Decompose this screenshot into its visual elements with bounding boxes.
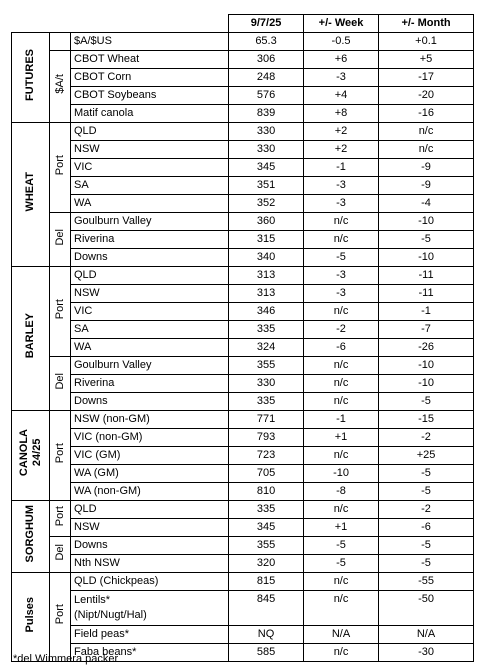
item-name: VIC [71,303,229,321]
cell-price: 793 [229,429,304,447]
item-name: QLD [71,501,229,519]
cell-month: +25 [379,447,474,465]
table-row [12,51,474,69]
item-name: Matif canola [71,105,229,123]
cell-month: -55 [379,573,474,591]
group-label-text: Port [53,154,66,176]
table-row [12,141,474,159]
cell-month: -30 [379,644,474,662]
table-row [12,339,474,357]
cell-month: -10 [379,357,474,375]
cell-month: -5 [379,465,474,483]
table-row [12,591,474,626]
cell-week: -2 [304,321,379,339]
cell-month: -7 [379,321,474,339]
cell-week: n/c [304,447,379,465]
cell-week: +1 [304,429,379,447]
cell-price: NQ [229,626,304,644]
section-label [12,501,50,573]
cell-week: n/c [304,231,379,249]
cell-month: -11 [379,285,474,303]
cell-week: +1 [304,519,379,537]
group-label [50,123,71,213]
table-row [12,303,474,321]
cell-price: 335 [229,501,304,519]
group-label [50,33,71,51]
cell-price: 345 [229,519,304,537]
cell-week: +2 [304,123,379,141]
item-name: Goulburn Valley [71,357,229,375]
item-name: QLD [71,123,229,141]
cell-week: -3 [304,195,379,213]
cell-price: 313 [229,267,304,285]
cell-week: n/c [304,591,379,626]
item-name [71,591,229,626]
table-row [12,231,474,249]
header-date: 9/7/25 [229,15,304,33]
cell-price: 352 [229,195,304,213]
section-label [12,267,50,411]
item-name: CBOT Corn [71,69,229,87]
item-name: VIC (GM) [71,447,229,465]
table-row [12,626,474,644]
cell-week: +4 [304,87,379,105]
item-name: WA (GM) [71,465,229,483]
cell-price: 65.3 [229,33,304,51]
cell-week: +2 [304,141,379,159]
cell-week: -5 [304,537,379,555]
section-label-text: CANOLA 24/25 [17,429,43,477]
item-name: Goulburn Valley [71,213,229,231]
cell-week: -6 [304,339,379,357]
cell-price: 845 [229,591,304,626]
cell-month: -50 [379,591,474,626]
cell-week: -0.5 [304,33,379,51]
cell-month: -11 [379,267,474,285]
cell-price: 306 [229,51,304,69]
cell-week: n/c [304,303,379,321]
section-label [12,573,50,662]
cell-month: +5 [379,51,474,69]
cell-month: -1 [379,303,474,321]
cell-month: n/c [379,123,474,141]
cell-price: 345 [229,159,304,177]
item-name: VIC [71,159,229,177]
group-label [50,537,71,573]
item-name: Faba beans* [71,644,229,662]
cell-week: n/c [304,501,379,519]
item-name: NSW [71,519,229,537]
cell-week: +6 [304,51,379,69]
table-row [12,267,474,285]
table-row [12,465,474,483]
header-row [12,15,474,33]
cell-week: -5 [304,249,379,267]
cell-month: -5 [379,537,474,555]
item-name: Riverina [71,231,229,249]
item-name: Field peas* [71,626,229,644]
cell-week: n/c [304,573,379,591]
group-label-text: Port [53,442,66,464]
cell-month: N/A [379,626,474,644]
cell-week: -1 [304,159,379,177]
section-label-text: Pulses [24,596,36,633]
cell-month: +0.1 [379,33,474,51]
cell-week: -3 [304,177,379,195]
cell-month: -20 [379,87,474,105]
cell-price: 705 [229,465,304,483]
cell-week: -3 [304,285,379,303]
item-name: NSW [71,285,229,303]
cell-price: 355 [229,537,304,555]
item-name: NSW (non-GM) [71,411,229,429]
table-row [12,69,474,87]
table-row [12,501,474,519]
section-label-text: BARLEY [24,313,36,359]
group-label [50,411,71,501]
cell-week: -3 [304,69,379,87]
cell-price: 335 [229,321,304,339]
table-row [12,249,474,267]
cell-price: 324 [229,339,304,357]
footnote: *del Wimmera packer [13,653,119,665]
table-row [12,357,474,375]
table-row [12,285,474,303]
table-row [12,393,474,411]
cell-week: -5 [304,555,379,573]
table-row [12,483,474,501]
item-name: SA [71,177,229,195]
cell-price: 810 [229,483,304,501]
cell-price: 723 [229,447,304,465]
cell-month: -9 [379,177,474,195]
item-name: WA (non-GM) [71,483,229,501]
cell-month: -5 [379,231,474,249]
section-label [12,33,50,123]
group-label-text: Port [53,505,66,527]
cell-month: -2 [379,429,474,447]
cell-price: 330 [229,141,304,159]
table-row [12,555,474,573]
cell-price: 355 [229,357,304,375]
item-name: QLD [71,267,229,285]
group-label [50,267,71,357]
item-name: QLD (Chickpeas) [71,573,229,591]
cell-month: -6 [379,519,474,537]
table-row [12,159,474,177]
table-row [12,429,474,447]
table-row [12,519,474,537]
item-name: VIC (non-GM) [71,429,229,447]
item-name: CBOT Soybeans [71,87,229,105]
cell-month: -10 [379,249,474,267]
price-table [11,14,474,662]
table-row [12,447,474,465]
table-row [12,411,474,429]
cell-month: -10 [379,375,474,393]
cell-month: -5 [379,483,474,501]
item-name: Riverina [71,375,229,393]
cell-price: 576 [229,87,304,105]
group-label-text: $A/t [53,74,66,94]
item-name: WA [71,195,229,213]
section-label [12,411,50,501]
price-table-body [12,15,474,662]
table-row [12,177,474,195]
cell-price: 360 [229,213,304,231]
section-label-text: WHEAT [24,172,36,212]
cell-price: 771 [229,411,304,429]
cell-month: -16 [379,105,474,123]
cell-week: -10 [304,465,379,483]
cell-week: +8 [304,105,379,123]
cell-month: -2 [379,501,474,519]
cell-price: 815 [229,573,304,591]
cell-week: N/A [304,626,379,644]
cell-week: n/c [304,644,379,662]
section-label-text: FUTURES [24,49,36,101]
item-name: $A/$US [71,33,229,51]
cell-month: -5 [379,555,474,573]
group-label [50,357,71,411]
group-label [50,573,71,662]
table-row [12,87,474,105]
table-row [12,123,474,141]
table-row [12,573,474,591]
table-row [12,105,474,123]
item-name: Nth NSW [71,555,229,573]
table-row [12,321,474,339]
cell-price: 585 [229,644,304,662]
group-label [50,501,71,537]
cell-week: n/c [304,393,379,411]
item-name: CBOT Wheat [71,51,229,69]
group-label-text: Port [53,604,66,625]
item-name: NSW [71,141,229,159]
item-name: SA [71,321,229,339]
item-name: Downs [71,537,229,555]
table-row [12,33,474,51]
header-week: +/- Week [304,15,379,33]
cell-week: n/c [304,213,379,231]
table-row [12,537,474,555]
cell-price: 315 [229,231,304,249]
cell-month: -9 [379,159,474,177]
cell-week: -1 [304,411,379,429]
cell-month: -15 [379,411,474,429]
cell-price: 340 [229,249,304,267]
table-row [12,375,474,393]
cell-week: n/c [304,375,379,393]
group-label-text: Del [53,372,66,390]
cell-price: 330 [229,123,304,141]
group-label-text: Del [53,543,66,561]
cell-price: 330 [229,375,304,393]
group-label-text: Del [53,228,66,246]
table-row [12,195,474,213]
cell-month: n/c [379,141,474,159]
item-name-line: Lentils* [74,594,111,606]
item-name: Downs [71,249,229,267]
item-name: WA [71,339,229,357]
cell-price: 320 [229,555,304,573]
cell-price: 313 [229,285,304,303]
section-label [12,123,50,267]
table-row [12,213,474,231]
cell-price: 335 [229,393,304,411]
cell-week: n/c [304,357,379,375]
item-name: Downs [71,393,229,411]
item-name-line: (Nipt/Nugt/Hal) [74,609,147,621]
group-label [50,213,71,267]
cell-month: -5 [379,393,474,411]
cell-month: -4 [379,195,474,213]
group-label [50,51,71,123]
group-label-text: Port [53,298,66,320]
cell-week: -8 [304,483,379,501]
cell-month: -10 [379,213,474,231]
cell-price: 248 [229,69,304,87]
header-month: +/- Month [379,15,474,33]
cell-month: -26 [379,339,474,357]
cell-price: 839 [229,105,304,123]
cell-month: -17 [379,69,474,87]
cell-price: 351 [229,177,304,195]
section-label-text: SORGHUM [24,505,36,563]
header-blank [12,15,229,33]
cell-price: 346 [229,303,304,321]
cell-week: -3 [304,267,379,285]
